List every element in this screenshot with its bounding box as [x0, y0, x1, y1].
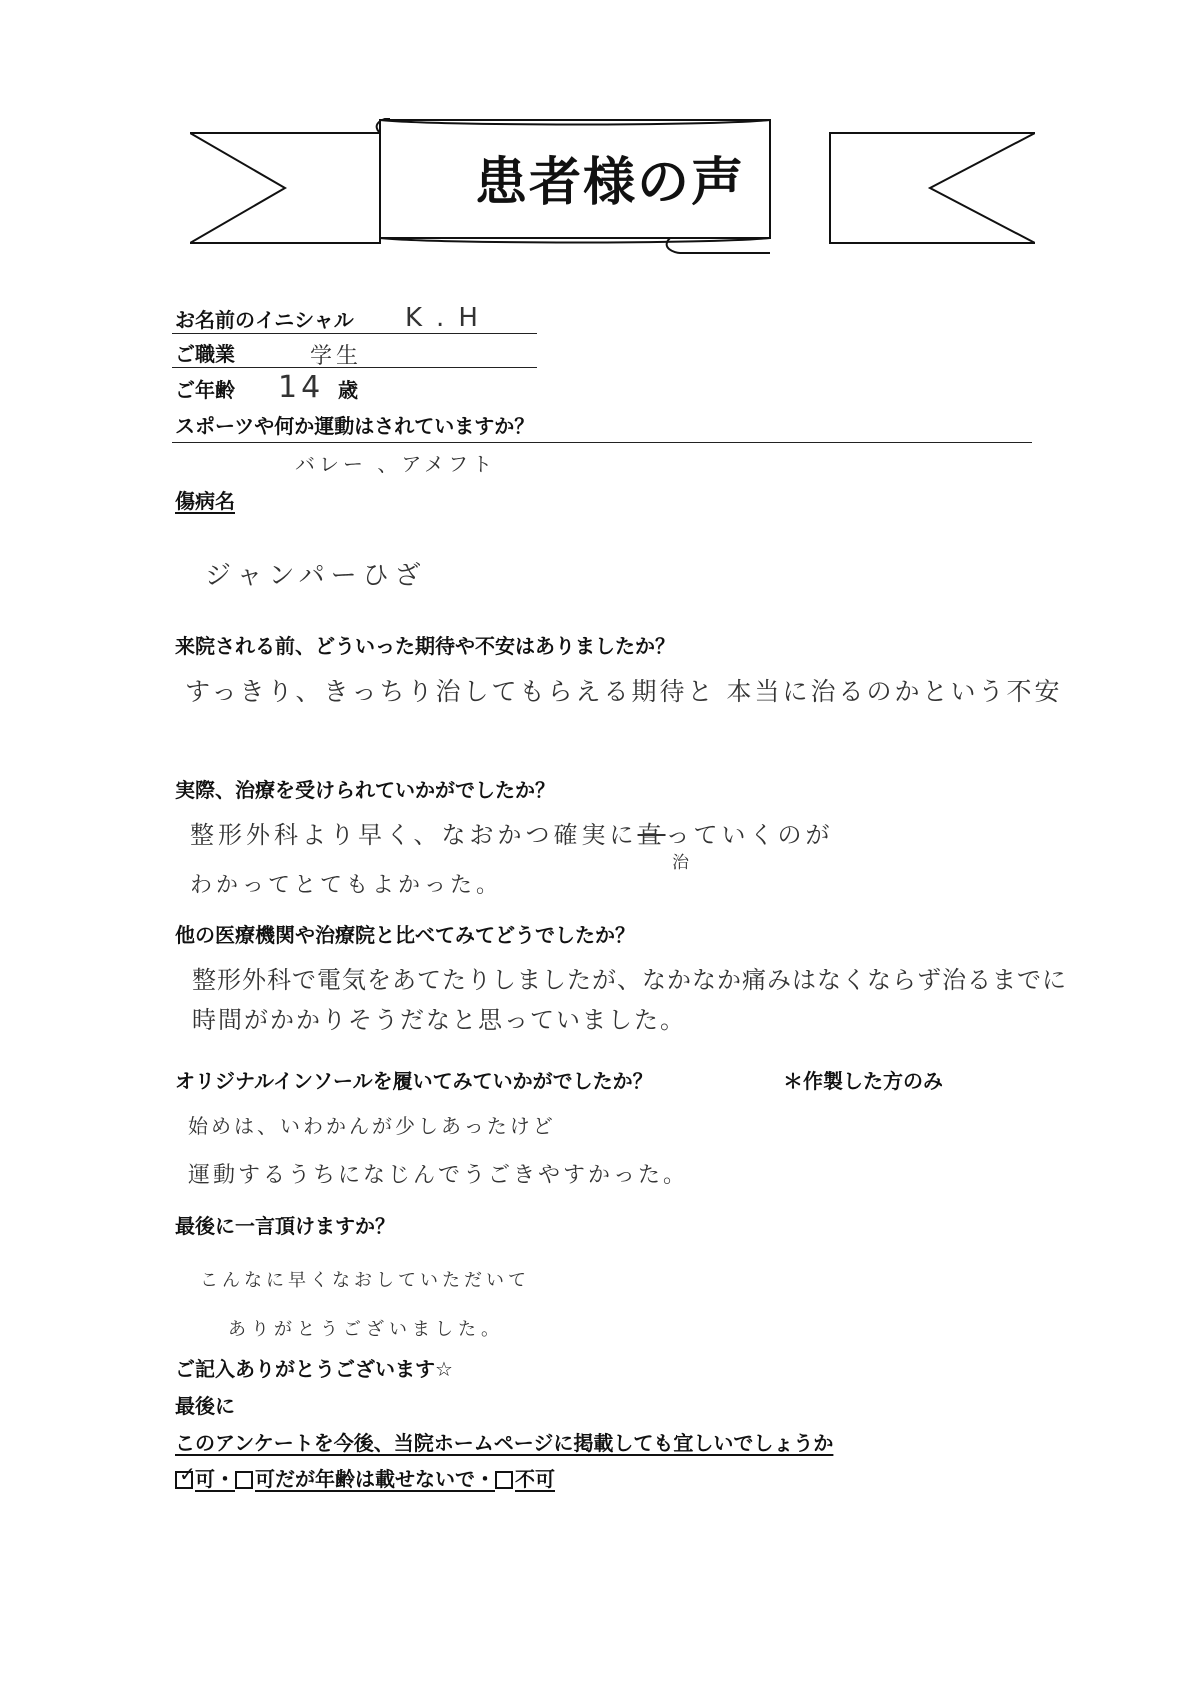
consent-options [175, 1462, 555, 1492]
occupation-label: ご職業 [175, 342, 235, 366]
q4-answer-line1: 始めは、いわかんが少しあったけど [188, 1114, 556, 1138]
q2-label: 実際、治療を受けられていかがでしたか？ [175, 778, 555, 802]
q2-strikethrough: 直 [637, 821, 666, 849]
age-label: ご年齢 [175, 378, 235, 402]
consent-option-no-label: 不可 [515, 1467, 555, 1491]
q4-answer-line2: 運動するうちになじんでうごきやすかった。 [188, 1163, 689, 1188]
initials-value: K.H [405, 303, 492, 333]
sports-underline [172, 442, 1032, 443]
q4-label: オリジナルインソールを履いてみていかがでしたか？ [175, 1069, 653, 1093]
occupation-underline [172, 367, 537, 368]
q3-label: 他の医療機関や治療院と比べてみてどうでしたか？ [175, 923, 635, 947]
q2-correction: 治 [672, 853, 693, 873]
initials-underline [172, 333, 537, 334]
q1-label: 来院される前、どういった期待や不安はありましたか？ [175, 634, 675, 658]
age-value: 14 [278, 370, 325, 405]
q2-line1-start: 整形外科より早く、なおかつ確実に [190, 821, 638, 849]
consent-option-yes-checkbox[interactable] [175, 1462, 196, 1489]
q1-answer: すっきり、きっちり治してもらえる期待と 本当に治るのかという不安 [185, 677, 1063, 706]
consent-option-no-checkbox[interactable] [495, 1471, 513, 1489]
q4-note: ＊作製した方のみ [783, 1069, 943, 1093]
q5-answer-line1: こんなに早くなおしていただいて [200, 1270, 530, 1291]
check-mark-icon: ✓ [179, 1462, 196, 1486]
consent-option-yes-label: 可・ [195, 1467, 235, 1491]
q2-answer-line2: わかってとてもよかった。 [190, 873, 503, 898]
sports-label: スポーツや何か運動はされていますか？ [175, 414, 535, 438]
injury-label: 傷病名 [175, 489, 235, 513]
page-title: 患者様の声 [474, 153, 745, 213]
occupation-value: 学生 [310, 344, 363, 369]
consent-heading: 最後に [175, 1394, 235, 1418]
q3-answer-line2: 時間がかかりそうだなと思っていました。 [192, 1006, 686, 1034]
consent-option-no-age-checkbox[interactable] [235, 1471, 253, 1489]
thanks-text: ご記入ありがとうございます☆ [175, 1357, 453, 1381]
consent-question: このアンケートを今後、当院ホームページに掲載しても宜しいでしょうか [175, 1431, 834, 1455]
q5-label: 最後に一言頂けますか？ [175, 1214, 395, 1238]
age-unit: 歳 [338, 378, 358, 402]
q2-answer-line1 [190, 815, 834, 850]
q5-answer-line2: ありがとうございました。 [228, 1319, 504, 1340]
injury-value: ジャンパーひざ [205, 561, 427, 591]
consent-option-no-age-label: 可だが年齢は載せないで・ [255, 1467, 495, 1491]
q2-line1-end: っていくのが [665, 821, 834, 849]
q3-answer-line1: 整形外科で電気をあてたりしましたが、なかなか痛みはなくならず治るまでに [192, 966, 1067, 994]
initials-label: お名前のイニシャル [175, 308, 354, 332]
sports-value: バレー 、アメフト [295, 452, 497, 476]
